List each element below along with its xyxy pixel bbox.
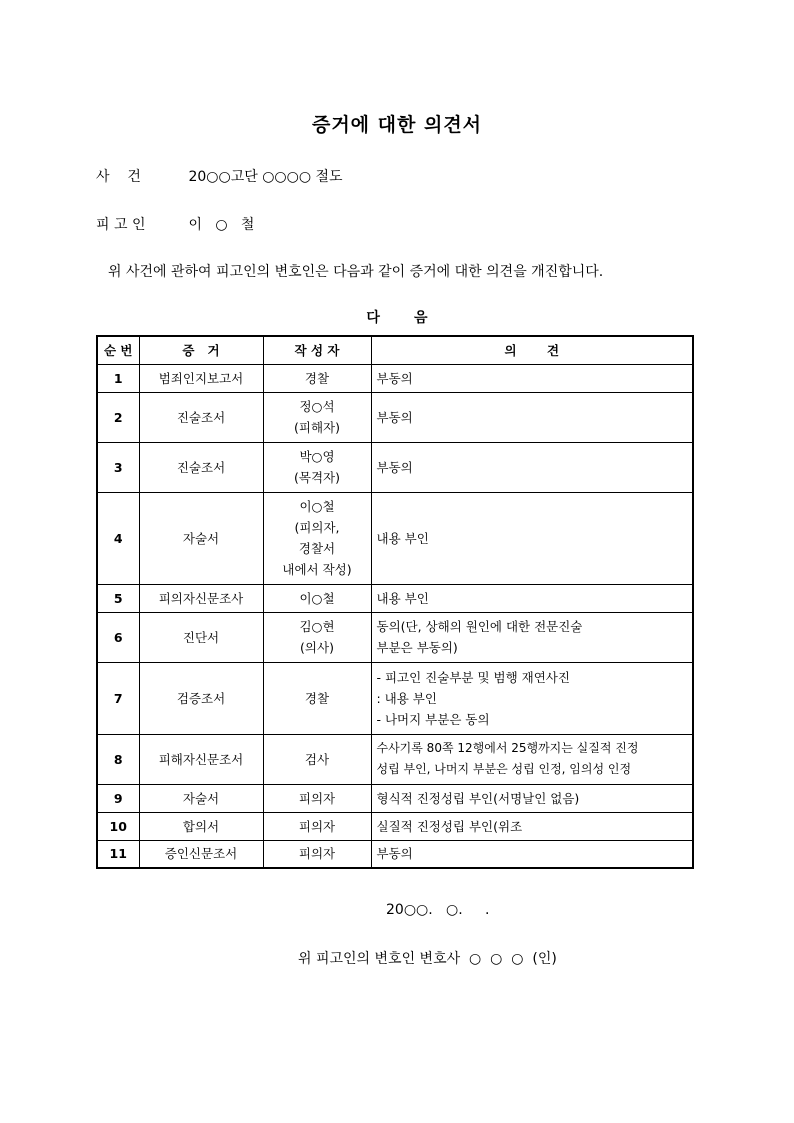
row-number: 7	[97, 662, 139, 734]
table-row	[97, 612, 693, 662]
evidence-cell: 자술서	[139, 492, 263, 584]
opinion-cell: 부동의	[371, 364, 693, 392]
opinion-cell: 부동의	[371, 442, 693, 492]
row-number: 10	[97, 812, 139, 840]
author-cell: 피의자	[263, 840, 371, 868]
opinion-cell: 형식적 진정성립 부인(서명날인 없음)	[371, 784, 693, 812]
intro-paragraph: 위 사건에 관하여 피고인의 변호인은 다음과 같이 증거에 대한 의견을 개진합니다.	[108, 264, 604, 280]
table-row	[97, 812, 693, 840]
row-number: 2	[97, 392, 139, 442]
defendant-info	[96, 214, 254, 234]
defendant-label: 피 고 인	[96, 217, 146, 233]
evidence-cell: 피의자신문조사	[139, 584, 263, 612]
row-number: 4	[97, 492, 139, 584]
evidence-table	[96, 335, 694, 869]
opinion-cell: 부동의	[371, 392, 693, 442]
author-cell: 검사	[263, 734, 371, 784]
table-row	[97, 584, 693, 612]
header-no: 순 번	[97, 336, 139, 364]
row-number: 6	[97, 612, 139, 662]
evidence-cell: 진술조서	[139, 392, 263, 442]
header-evidence: 증 거	[139, 336, 263, 364]
author-cell: 피의자	[263, 812, 371, 840]
author-cell: 박○영 (목격자)	[263, 442, 371, 492]
table-row	[97, 734, 693, 784]
row-number: 3	[97, 442, 139, 492]
author-cell: 정○석 (피해자)	[263, 392, 371, 442]
table-row	[97, 840, 693, 868]
row-number: 9	[97, 784, 139, 812]
table-row	[97, 662, 693, 734]
header-opinion: 의 견	[371, 336, 693, 364]
evidence-cell: 검증조서	[139, 662, 263, 734]
case-value: 20○○고단 ○○○○ 절도	[188, 169, 343, 185]
author-cell: 피의자	[263, 784, 371, 812]
defendant-value: 이 ○ 철	[188, 217, 255, 233]
table-row	[97, 364, 693, 392]
opinion-cell: 부동의	[371, 840, 693, 868]
table-header-row	[97, 336, 693, 364]
evidence-cell: 범죄인지보고서	[139, 364, 263, 392]
row-number: 11	[97, 840, 139, 868]
author-cell: 이○철 (피의자, 경찰서 내에서 작성)	[263, 492, 371, 584]
table-row	[97, 392, 693, 442]
evidence-cell: 진술조서	[139, 442, 263, 492]
evidence-cell: 피해자신문조서	[139, 734, 263, 784]
opinion-cell: 내용 부인	[371, 584, 693, 612]
section-heading: 다 음	[366, 310, 428, 326]
table-row	[97, 492, 693, 584]
table-row	[97, 442, 693, 492]
opinion-cell: 내용 부인	[371, 492, 693, 584]
document-title: 증거에 대한 의견서	[311, 114, 483, 136]
evidence-table-body	[97, 364, 693, 868]
author-cell: 이○철	[263, 584, 371, 612]
author-cell: 경찰	[263, 662, 371, 734]
author-cell: 경찰	[263, 364, 371, 392]
case-info	[96, 166, 343, 186]
author-cell: 김○현 (의사)	[263, 612, 371, 662]
opinion-cell: 실질적 진정성립 부인(위조	[371, 812, 693, 840]
evidence-cell: 자술서	[139, 784, 263, 812]
header-author: 작 성 자	[263, 336, 371, 364]
signature-line: 위 피고인의 변호인 변호사 ○ ○ ○ (인)	[298, 951, 557, 967]
opinion-cell: - 피고인 진술부분 및 범행 재연사진 : 내용 부인 - 나머지 부분은 동의	[371, 662, 693, 734]
row-number: 1	[97, 364, 139, 392]
row-number: 8	[97, 734, 139, 784]
evidence-cell: 진단서	[139, 612, 263, 662]
table-row	[97, 784, 693, 812]
evidence-cell: 증인신문조서	[139, 840, 263, 868]
document-date: 20○○. ○. .	[386, 902, 490, 918]
evidence-cell: 합의서	[139, 812, 263, 840]
case-label: 사 건	[96, 169, 141, 185]
row-number: 5	[97, 584, 139, 612]
opinion-cell: 수사기록 80쪽 12행에서 25행까지는 실질적 진정 성립 부인, 나머지 부분은 성립 인정, 임의성 인정	[371, 734, 693, 784]
opinion-cell: 동의(단, 상해의 원인에 대한 전문진술 부분은 부동의)	[371, 612, 693, 662]
